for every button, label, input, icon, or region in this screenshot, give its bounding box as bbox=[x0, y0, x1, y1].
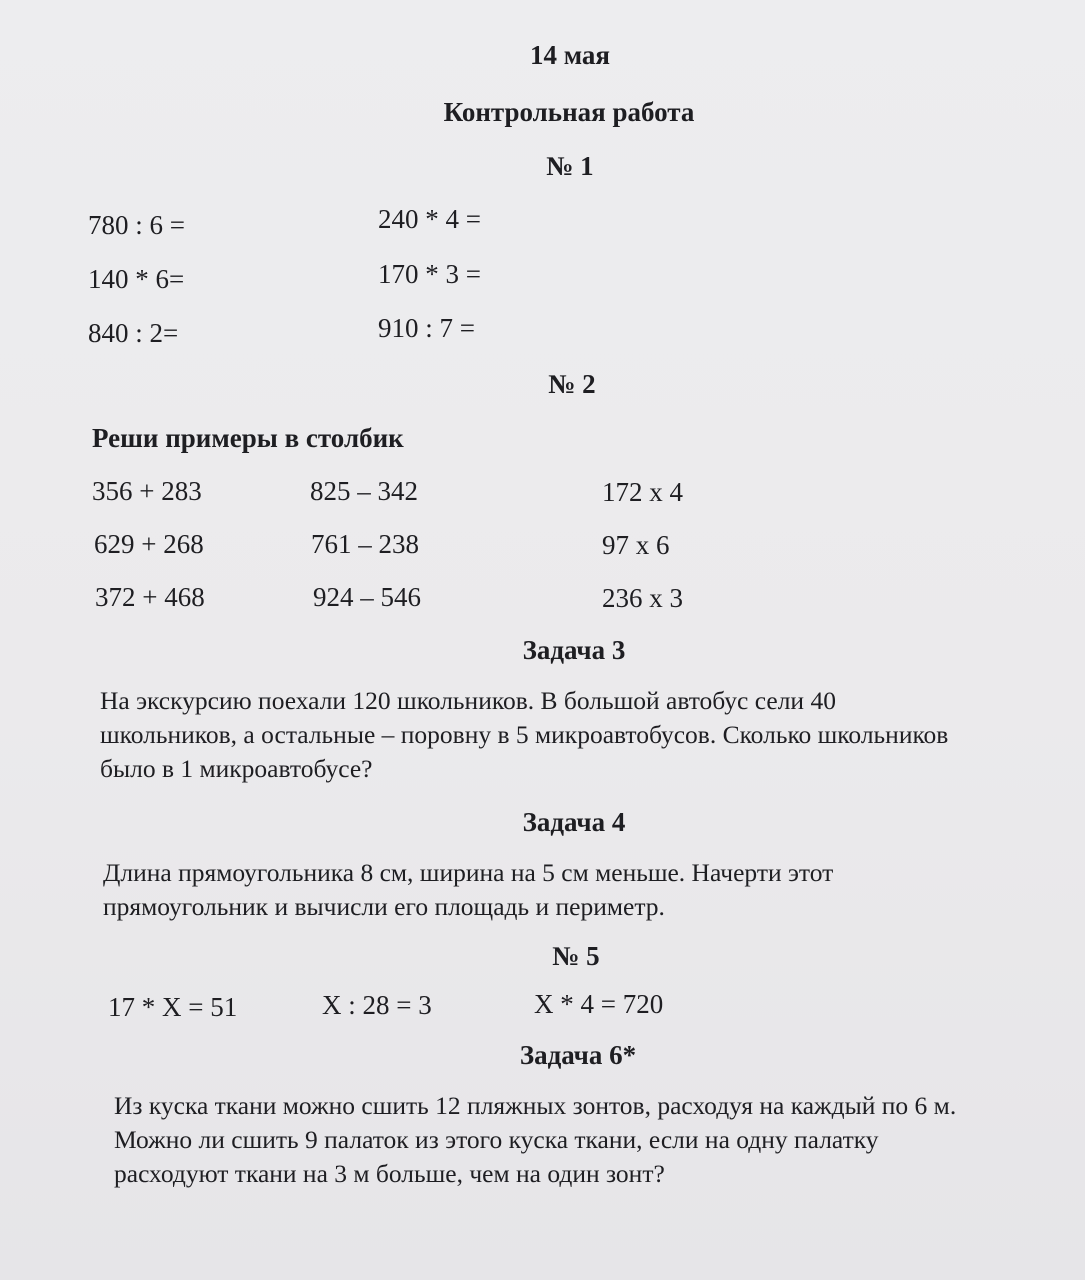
task3-line: школьников, а остальные – поровну в 5 микроавтобусов. Сколько школьников bbox=[100, 720, 949, 749]
task6-text bbox=[114, 1089, 956, 1191]
task4-heading: Задача 4 bbox=[522, 807, 626, 837]
task2-example: 629 + 268 bbox=[94, 529, 204, 559]
task1-expression: 780 : 6 = bbox=[88, 210, 185, 240]
task2-example: 825 – 342 bbox=[310, 476, 418, 506]
task5-equation: X * 4 = 720 bbox=[534, 989, 664, 1019]
task5-heading: № 5 bbox=[552, 941, 600, 971]
task1-expression: 170 * 3 = bbox=[378, 259, 481, 289]
task2-example: 356 + 283 bbox=[92, 476, 202, 506]
task2-example: 236 х 3 bbox=[602, 583, 683, 613]
task2-example: 372 + 468 bbox=[95, 582, 205, 612]
date-heading: 14 мая bbox=[529, 40, 611, 70]
task1-expression: 910 : 7 = bbox=[378, 313, 475, 343]
task2-example: 97 х 6 bbox=[602, 530, 670, 560]
task3-text bbox=[100, 684, 948, 786]
task6-line: Из куска ткани можно сшить 12 пляжных зонтов, расходуя на каждый по 6 м. bbox=[114, 1091, 957, 1120]
task2-instruction: Реши примеры в столбик bbox=[92, 423, 404, 453]
task2-example: 924 – 546 bbox=[313, 582, 421, 612]
task5-equation: X : 28 = 3 bbox=[322, 990, 432, 1020]
task4-text bbox=[103, 856, 833, 924]
task6-heading: Задача 6* bbox=[519, 1040, 637, 1070]
task3-line: было в 1 микроавтобусе? bbox=[100, 754, 373, 783]
task2-heading: № 2 bbox=[548, 369, 596, 399]
task2-example: 172 х 4 bbox=[602, 477, 683, 507]
task1-expression: 140 * 6= bbox=[88, 264, 185, 294]
task3-heading: Задача 3 bbox=[522, 635, 626, 665]
task1-heading: № 1 bbox=[546, 151, 594, 181]
task4-line: прямоугольник и вычисли его площадь и периметр. bbox=[103, 892, 665, 921]
task6-line: расходуют ткани на 3 м больше, чем на один зонт? bbox=[114, 1159, 665, 1188]
task2-example: 761 – 238 bbox=[311, 529, 419, 559]
task5-equation: 17 * X = 51 bbox=[108, 992, 238, 1022]
page-title: Контрольная работа bbox=[443, 97, 695, 127]
task4-line: Длина прямоугольника 8 см, ширина на 5 см меньше. Начерти этот bbox=[103, 858, 834, 887]
task1-expression: 840 : 2= bbox=[88, 318, 179, 348]
task6-line: Можно ли сшить 9 палаток из этого куска ткани, если на одну палатку bbox=[114, 1125, 879, 1154]
task1-expression: 240 * 4 = bbox=[378, 204, 481, 234]
task3-line: На экскурсию поехали 120 школьников. В большой автобус сели 40 bbox=[100, 686, 836, 715]
